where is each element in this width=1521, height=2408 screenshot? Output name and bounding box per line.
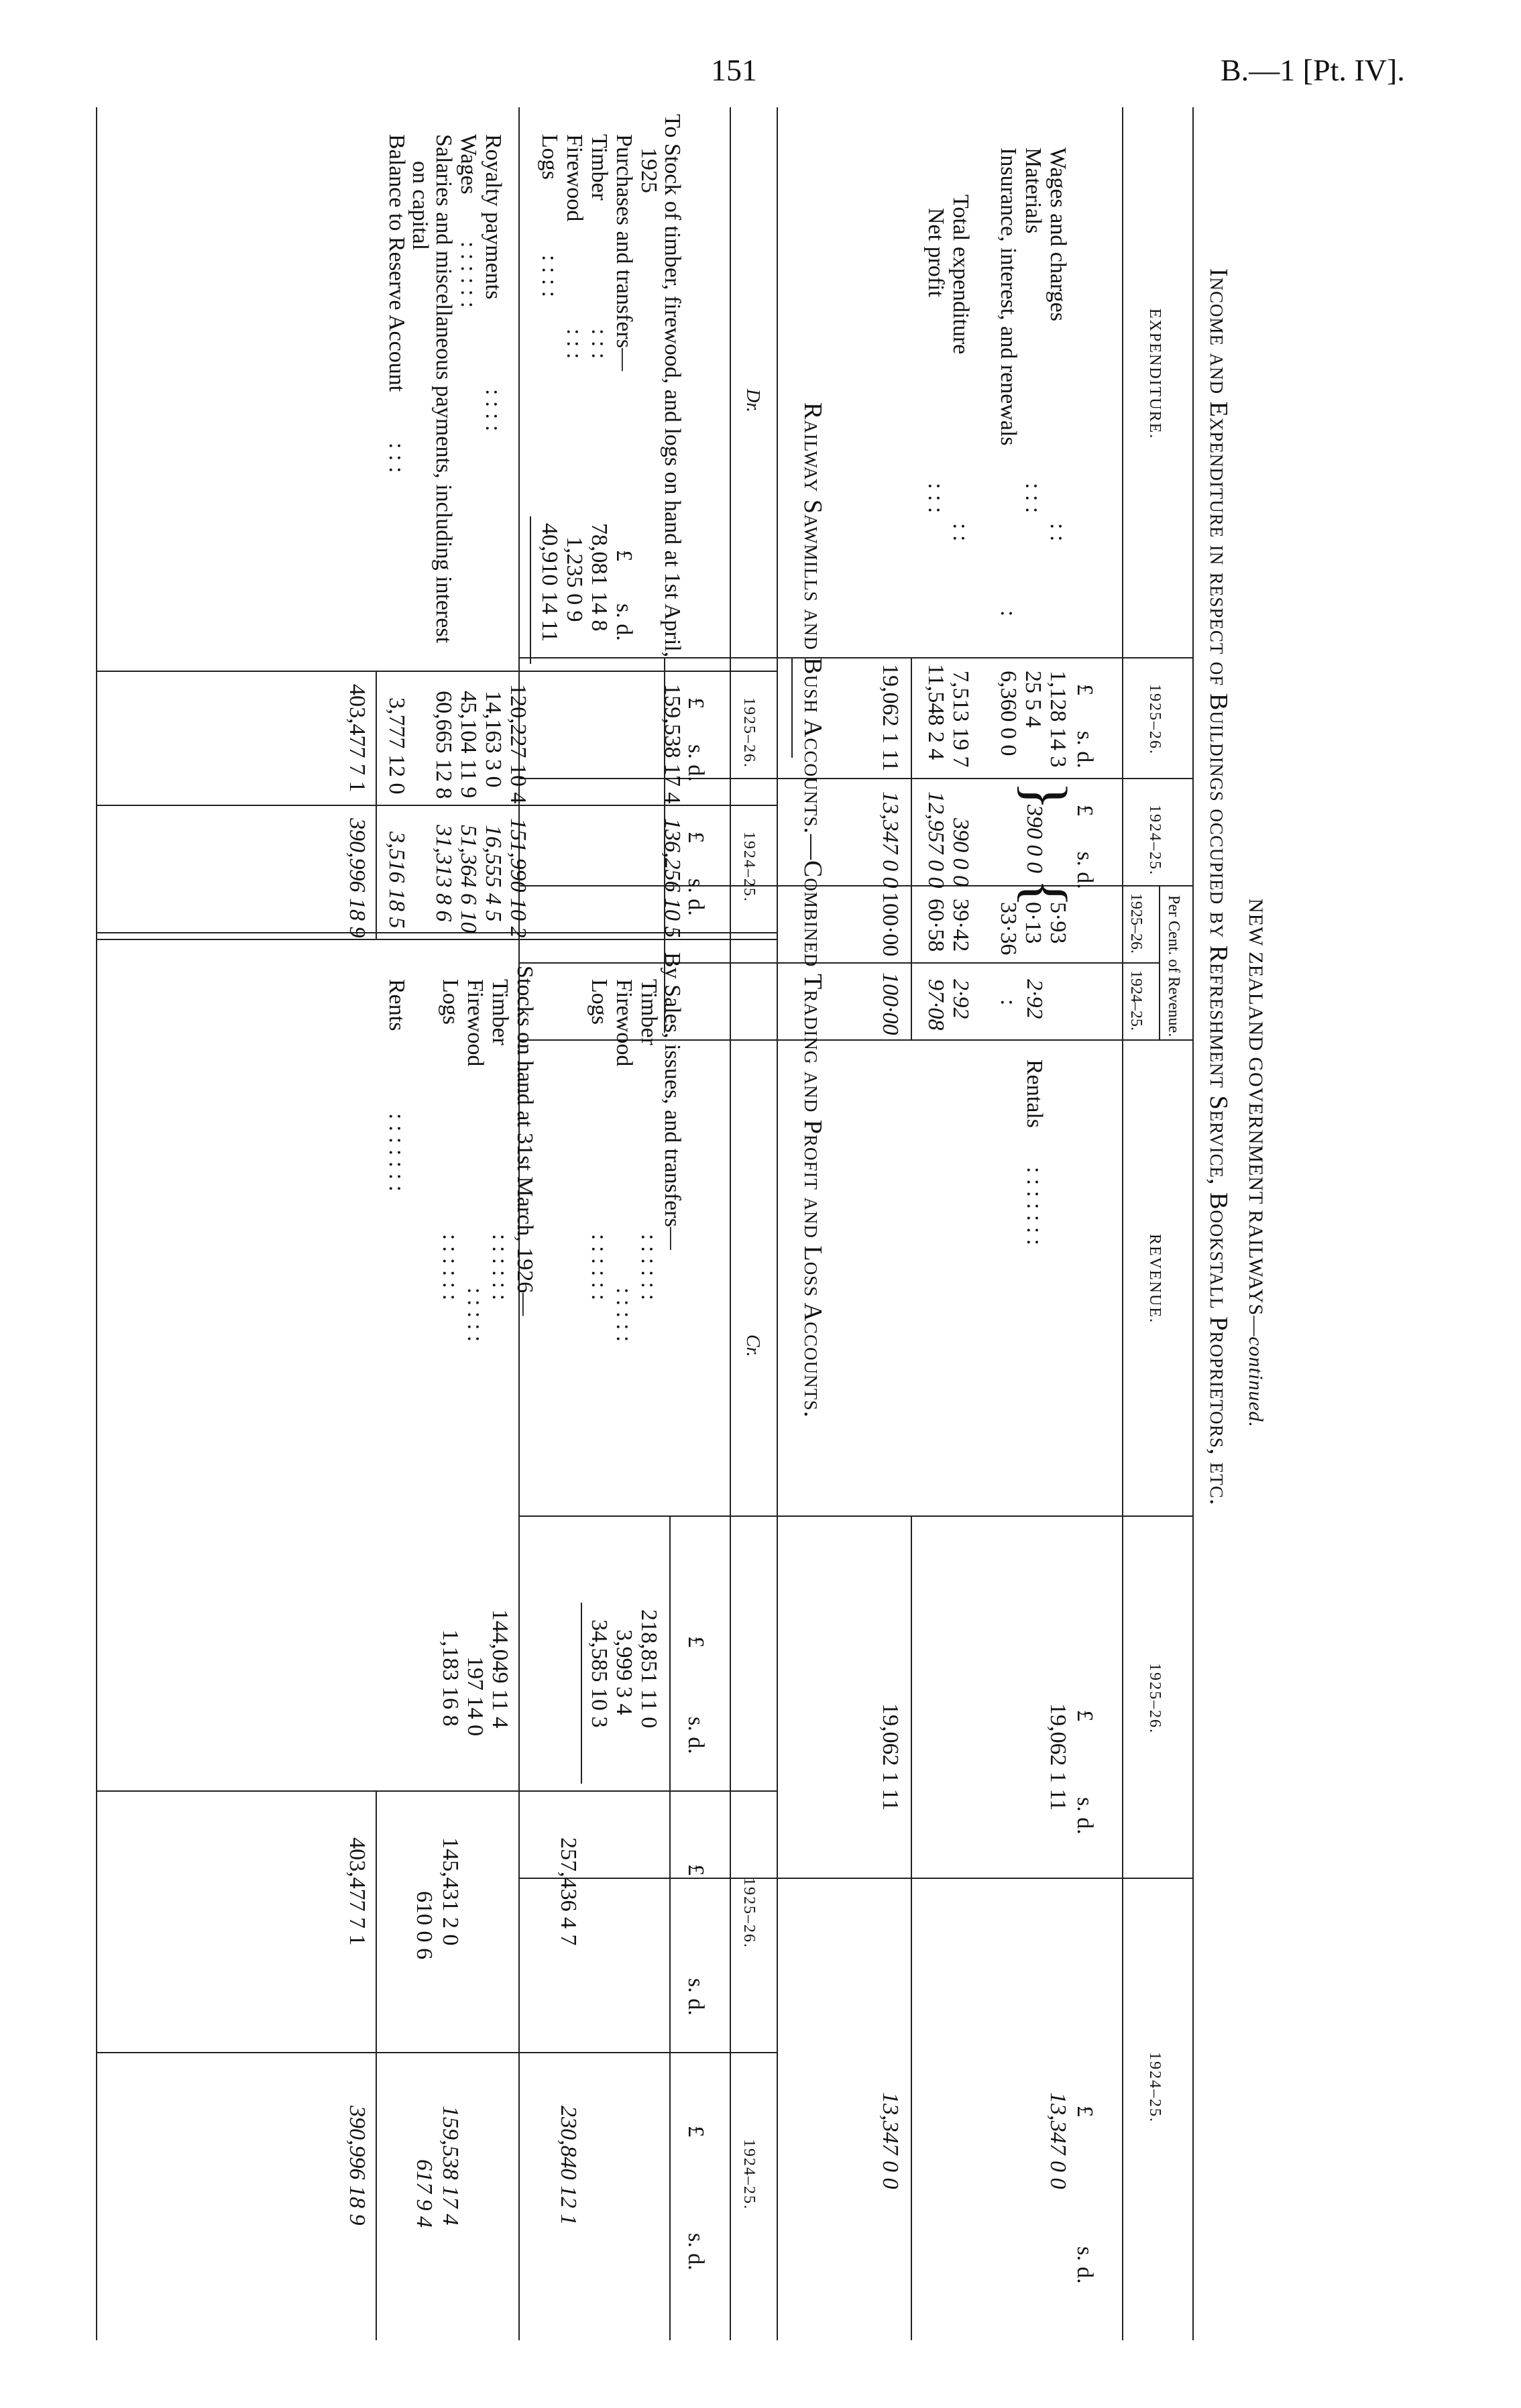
t1-row-wages-a1: 1,128 14 3	[1046, 671, 1070, 768]
t1-unit-pound-rev1: £	[1072, 1710, 1097, 1721]
t2-dr-wages-a1: 45,104 11 9	[456, 691, 481, 799]
table1-sub-rule1	[791, 657, 793, 758]
t1-totals-p2: 100·00	[878, 972, 903, 1035]
t2-unit-sd-cr2: s. d.	[683, 2233, 708, 2271]
t1-unit-pound-rev2: £	[1072, 2106, 1097, 2117]
t2-cr-sales-label: By Sales, issues, and transfers—	[660, 952, 685, 1250]
t1-unit-pound-y1: £	[1072, 684, 1097, 695]
t2-unit-pound-crsub: £	[683, 1636, 708, 1648]
t1-total-exp-label: Total expenditure	[948, 194, 973, 355]
table1-vline7	[520, 1878, 1194, 1879]
page-series: B.—1 [Pt. IV].	[1221, 53, 1405, 87]
t2-cr-firewood-dots: : : : : :	[612, 1287, 636, 1342]
t2-unit-sd-cr1: s. d.	[683, 1978, 708, 2016]
t1-totals-a2: 13,347 0 0	[878, 791, 903, 888]
t2-cr-stocks-firewood-label: Firewood	[463, 979, 488, 1067]
t2-dr-timber-v: 78,081 14 8	[587, 523, 612, 632]
t2-cr-rents-a2: 617 9 4	[412, 2159, 437, 2228]
t2-cr-logs-dots: : : : : : :	[587, 1234, 612, 1301]
table1-vline6	[520, 1515, 1194, 1517]
t2-dr-totals-a1: 403,477 7 1	[345, 684, 370, 793]
t2-header-dr: Dr.	[742, 389, 763, 413]
t2-dr-salaries-a1: 60,665 12 8	[431, 691, 456, 799]
table2-bottom-rule	[96, 107, 97, 2340]
table1-sub-rule3	[669, 1515, 671, 2340]
t2-cr-timber-dots: : : : : : :	[636, 1234, 661, 1301]
t2-unit-sd-y2: s. d.	[683, 878, 708, 916]
t2-cr-rents-a1: 610 0 6	[412, 1891, 437, 1959]
t2-cr-stocks-label: Stocks on hand at 31st March, 1926—	[512, 966, 537, 1316]
t2-dr-stock-line2: 1925	[636, 148, 661, 193]
t2-cr-totals-a1: 403,477 7 1	[345, 1837, 370, 1946]
table1-top-rule	[1192, 107, 1194, 2340]
table2-vline3b	[97, 939, 778, 940]
t2-dr-purchases-a2: 151,990 10 2	[506, 818, 530, 938]
t2-cr-stocks-a1: 145,431 2 0	[438, 1837, 463, 1946]
t2-header-y1-cr: 1925–26.	[740, 1878, 758, 1949]
table1-header-rule	[1122, 107, 1123, 2340]
t1-row-insurance-pct: 33·36	[996, 902, 1021, 956]
t1-rev-totals-rule	[911, 1515, 912, 2340]
t1-total-exp-a2: 390 0 0	[948, 818, 973, 886]
t2-dr-balance-dots: : : :	[384, 443, 409, 473]
t2-dr-firewood-label: Firewood	[562, 134, 587, 222]
t2-cr-totals-a2: 390,996 18 9	[345, 2106, 370, 2226]
t1-total-exp-p2: 2·92	[948, 979, 973, 1019]
t2-dr-balance-a1: 3,777 12 0	[384, 697, 409, 795]
t1-row-insurance-a1: 6,360 0 0	[996, 671, 1021, 756]
t1-row-insurance-dots: :	[996, 610, 1021, 617]
t2-dr-logs-label: Logs	[537, 134, 562, 180]
t2-dr-balance-label: Balance to Reserve Account	[384, 134, 409, 392]
t2-dr-stock-a2: 136,256 10 5	[660, 818, 685, 938]
table1-vline1	[520, 657, 1194, 658]
t1-total-exp-p1: 39·42	[948, 899, 973, 952]
table2-title: Railway Sawmills and Bush Accounts.—Combined Trading and Profit and Loss Accounts.	[799, 402, 827, 1418]
t1-total-exp-a1: 7,513 19 7	[948, 671, 973, 768]
main-title-text: NEW ZEALAND GOVERNMENT RAILWAYS—	[1245, 899, 1267, 1337]
table1-title: Income and Expenditure in respect of Buildings occupied by Refreshment Service, Bookstall Proprietors, etc.	[1204, 268, 1233, 1506]
main-title-cont: continued.	[1245, 1336, 1267, 1428]
t1-pct-blank: :	[996, 999, 1021, 1006]
t1-header-rev-y2: 1924–25.	[1146, 2052, 1164, 2123]
t2-cr-stocks-timber-v: 144,049 11 4	[488, 1609, 512, 1729]
t1-net-profit-label: Net profit	[923, 208, 948, 298]
t2-header-y2: 1924–25.	[740, 832, 758, 903]
t1-row-wages-dots: : :	[1046, 523, 1070, 542]
t1-rev-r2: 13,347 0 0	[1046, 2092, 1070, 2189]
t2-dr-firewood-dots: : : :	[562, 329, 587, 359]
t2-unit-pound-y2: £	[683, 832, 708, 843]
t1-row-wages-label: Wages and charges	[1046, 148, 1070, 322]
t1-unit-sd-rev2: s. d.	[1072, 2246, 1097, 2284]
t2-dr-purchases-label: Purchases and transfers—	[612, 134, 636, 371]
t2-dr-purchases-a1: 120,227 10 4	[506, 684, 530, 804]
main-title	[1243, 899, 1268, 1428]
table2-vline5	[97, 2052, 778, 2053]
brace-right: }	[1012, 781, 1078, 811]
table2-vline1	[97, 671, 778, 672]
t1-unit-sd-rev1: s. d.	[1072, 1797, 1097, 1835]
t1-unit-pound-y2: £	[1072, 805, 1097, 816]
t1-rev-dots: : : : : : : :	[1022, 1167, 1047, 1246]
t1-totals-a1: 19,062 1 11	[878, 664, 903, 772]
table2-header-rule	[730, 107, 731, 2340]
t2-dr-stock-line1: To Stock of timber, firewood, and logs on hand at 1st April,	[660, 114, 685, 658]
t1-rev-r1: 19,062 1 11	[1046, 1703, 1070, 1811]
t2-dr-salaries-label: Salaries and miscellaneous payments, including interest	[431, 134, 456, 644]
t1-unit-sd-y1: s. d.	[1072, 731, 1097, 768]
table1-vline2	[520, 778, 1194, 779]
t1-row-wages-pct: 5·93	[1046, 902, 1070, 944]
t2-cr-stocks-timber-dots: : : : : : :	[488, 1234, 512, 1301]
t2-cr-sales-a2: 230,840 12 1	[556, 2106, 581, 2226]
brace-left: {	[1012, 878, 1078, 908]
t1-rev-label: Rentals	[1022, 1059, 1047, 1128]
table1-vline4	[520, 962, 1160, 964]
t2-cr-firewood-v: 3,999 3 4	[612, 1629, 636, 1715]
t2-dr-wages-label: Wages	[456, 134, 481, 194]
t1-rev-totals-r2: 13,347 0 0	[878, 2092, 903, 2189]
t2-cr-stocks-logs-label: Logs	[438, 979, 463, 1025]
t2-dr-royalty-dots: : : : :	[481, 389, 506, 432]
rotated-page-content	[87, 107, 1268, 2340]
t2-cr-logs-v: 34,585 10 3	[587, 1619, 612, 1728]
t2-cr-stocks-timber-label: Timber	[488, 979, 512, 1045]
t2-cr-totals-rule	[376, 1790, 377, 2340]
t1-row-materials-label: Materials	[1021, 148, 1046, 234]
t2-header-y1: 1925–26.	[740, 697, 758, 768]
t1-totals-p1: 100·00	[878, 892, 903, 957]
t2-header-cr: Cr.	[742, 1334, 763, 1357]
t2-unit-pound-y1: £	[683, 697, 708, 709]
t1-header-y2: 1924–25.	[1146, 805, 1164, 876]
t2-dr-salaries-label2: on capital	[408, 161, 433, 251]
t2-dr-royalty-a1: 14,163 3 0	[481, 691, 506, 788]
t1-total-exp-dots: : :	[948, 523, 973, 542]
t1-net-profit-p2: 97·08	[923, 979, 948, 1031]
t1-header-pct-y2: 1924–25.	[1127, 970, 1145, 1031]
table2-vline4	[97, 1790, 778, 1792]
t2-dr-timber-dots: : : :	[587, 329, 612, 359]
t1-header-revenue: REVENUE.	[1146, 1234, 1164, 1324]
t1-rev-totals-r1: 19,062 1 11	[878, 1703, 903, 1811]
t1-header-pct: Per Cent. of Revenue.	[1165, 895, 1182, 1037]
t2-cr-logs-label: Logs	[587, 979, 612, 1025]
t2-dr-totals-a2: 390,996 18 9	[345, 818, 370, 938]
t2-dr-unit-pound: £	[612, 550, 636, 561]
t2-dr-logs-v: 40,910 14 11	[537, 523, 562, 642]
t2-cr-stocks-a2: 159,538 17 4	[438, 2106, 463, 2226]
t2-dr-purchases-rule	[530, 516, 531, 664]
page-number: 151	[711, 53, 757, 87]
t1-combined-pct-1924: 2·92	[1022, 979, 1047, 1019]
t2-dr-wages-dots: : : : : : :	[456, 241, 481, 308]
t2-dr-firewood-v: 1,235 0 9	[562, 536, 587, 622]
t2-cr-rents-dots: : : : : : : :	[384, 1113, 409, 1192]
t1-net-profit-dots: : : :	[923, 483, 948, 514]
t1-row-insurance-label: Insurance, interest, and renewals	[996, 148, 1021, 446]
t2-dr-salaries-a2: 31,313 8 6	[431, 825, 456, 922]
t1-net-profit-a2: 12,957 0 0	[923, 791, 948, 888]
table2-top-rule	[777, 107, 778, 2340]
t2-cr-stocks-firewood-v: 197 14 0	[463, 1656, 488, 1736]
t2-unit-sd-crsub: s. d.	[683, 1717, 708, 1754]
t2-unit-pound-cr2: £	[683, 2126, 708, 2137]
t2-dr-totals-rule	[376, 671, 377, 939]
t2-dr-balance-a2: 3,516 18 5	[384, 832, 409, 929]
table2-vline2	[97, 805, 778, 806]
t2-cr-rents-label: Rents	[384, 979, 409, 1031]
t2-cr-timber-label: Timber	[636, 979, 661, 1045]
t1-net-profit-p1: 60·58	[923, 899, 948, 952]
t2-dr-timber-label: Timber	[587, 134, 612, 200]
t1-row-materials-dots: : : :	[1021, 483, 1046, 514]
t2-dr-wages-a2: 51,364 6 10	[456, 825, 481, 933]
t2-dr-unit-sd: s. d.	[612, 604, 636, 641]
t1-combined-1924: 390 0 0	[1022, 805, 1047, 873]
t2-cr-timber-v: 218,851 11 0	[636, 1609, 661, 1729]
t1-totals-rule	[911, 657, 912, 1039]
t2-unit-pound-cr1: £	[683, 1864, 708, 1876]
t2-cr-sales-rule	[581, 1603, 582, 1784]
t2-cr-stocks-logs-dots: : : : : : :	[438, 1234, 463, 1301]
t1-header-expenditure: EXPENDITURE.	[1146, 308, 1164, 440]
t2-cr-firewood-label: Firewood	[612, 979, 636, 1067]
t2-cr-stocks-logs-v: 1,183 16 8	[438, 1629, 463, 1727]
t2-header-y2-cr: 1924–25.	[740, 2139, 758, 2210]
t2-dr-stock-a1: 159,538 17 4	[660, 684, 685, 804]
t2-dr-royalty-label: Royalty payments	[481, 134, 506, 300]
t2-unit-sd-y1: s. d.	[683, 744, 708, 782]
t1-unit-sd-y2: s. d.	[1072, 852, 1097, 889]
t2-cr-sales-a1: 257,436 4 7	[556, 1837, 581, 1946]
t1-row-materials-pct: 0·13	[1021, 902, 1046, 944]
t1-header-rev-y1: 1925–26.	[1146, 1663, 1164, 1734]
t1-net-profit-a1: 11,548 2 4	[923, 664, 948, 760]
t1-header-y1: 1925–26.	[1146, 684, 1164, 755]
t2-cr-stocks-firewood-dots: : : : : :	[463, 1287, 488, 1342]
t2-dr-logs-dots: : : : :	[537, 255, 562, 298]
t1-row-materials-a1: 25 5 4	[1021, 671, 1046, 728]
t1-header-pct-y1: 1925–26.	[1127, 893, 1145, 954]
t2-dr-royalty-a2: 16,555 4 5	[481, 825, 506, 922]
